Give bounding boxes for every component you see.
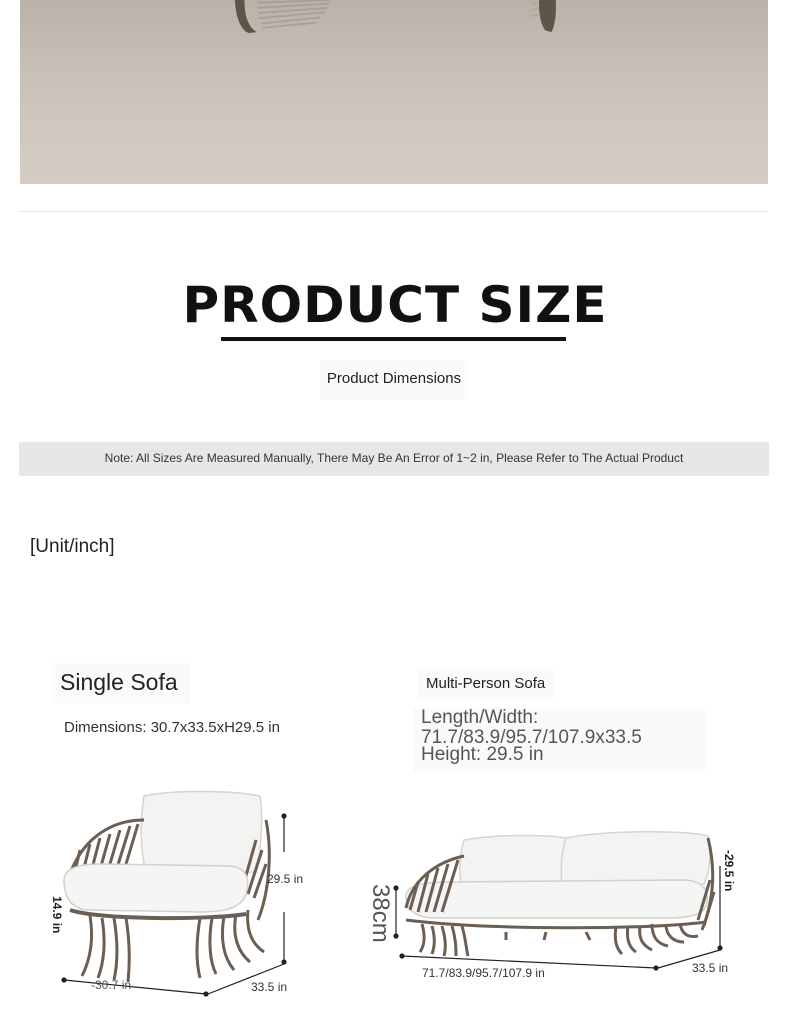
single-sofa-dimensions: Dimensions: 30.7x33.5xH29.5 in <box>64 719 280 736</box>
single-sofa-title: Single Sofa <box>52 663 190 703</box>
hero-product-photo <box>20 0 768 184</box>
single-sofa-illustration <box>20 780 340 1010</box>
single-depth-label: 33.5 in <box>251 980 288 994</box>
section-divider <box>20 211 768 212</box>
multi-sofa-title: Multi-Person Sofa <box>418 668 554 700</box>
multi-depth-label: 33.5 in <box>692 961 729 975</box>
measurement-note: Note: All Sizes Are Measured Manually, There May Be An Error of 1~2 in, Please Refer to The Actual Product <box>19 442 769 476</box>
multi-height-label: -29.5 in <box>722 850 736 892</box>
multi-seat-height-label: 38cm <box>367 884 394 943</box>
single-seat-height-label: 14.9 in <box>50 896 64 934</box>
sofa-shadow-graphic <box>20 0 768 80</box>
title-underline <box>221 337 566 341</box>
multi-length-label: 71.7/83.9/95.7/107.9 in <box>422 966 545 980</box>
multi-dims-line3: Height: 29.5 in <box>421 744 544 765</box>
multi-dims-line1: Length/Width: <box>421 707 539 728</box>
page-title: PRODUCT SIZE <box>182 276 608 334</box>
unit-label: [Unit/inch] <box>30 536 115 557</box>
multi-sofa-dimensions <box>413 708 705 772</box>
section-subtitle: Product Dimensions <box>320 360 468 400</box>
single-width-label: -30.7 in <box>91 978 132 992</box>
multi-sofa-illustration <box>366 820 756 1010</box>
multi-dims-line2: 71.7/83.9/95.7/107.9x33.5 <box>421 727 642 748</box>
single-height-label: 29.5 in <box>267 872 304 886</box>
